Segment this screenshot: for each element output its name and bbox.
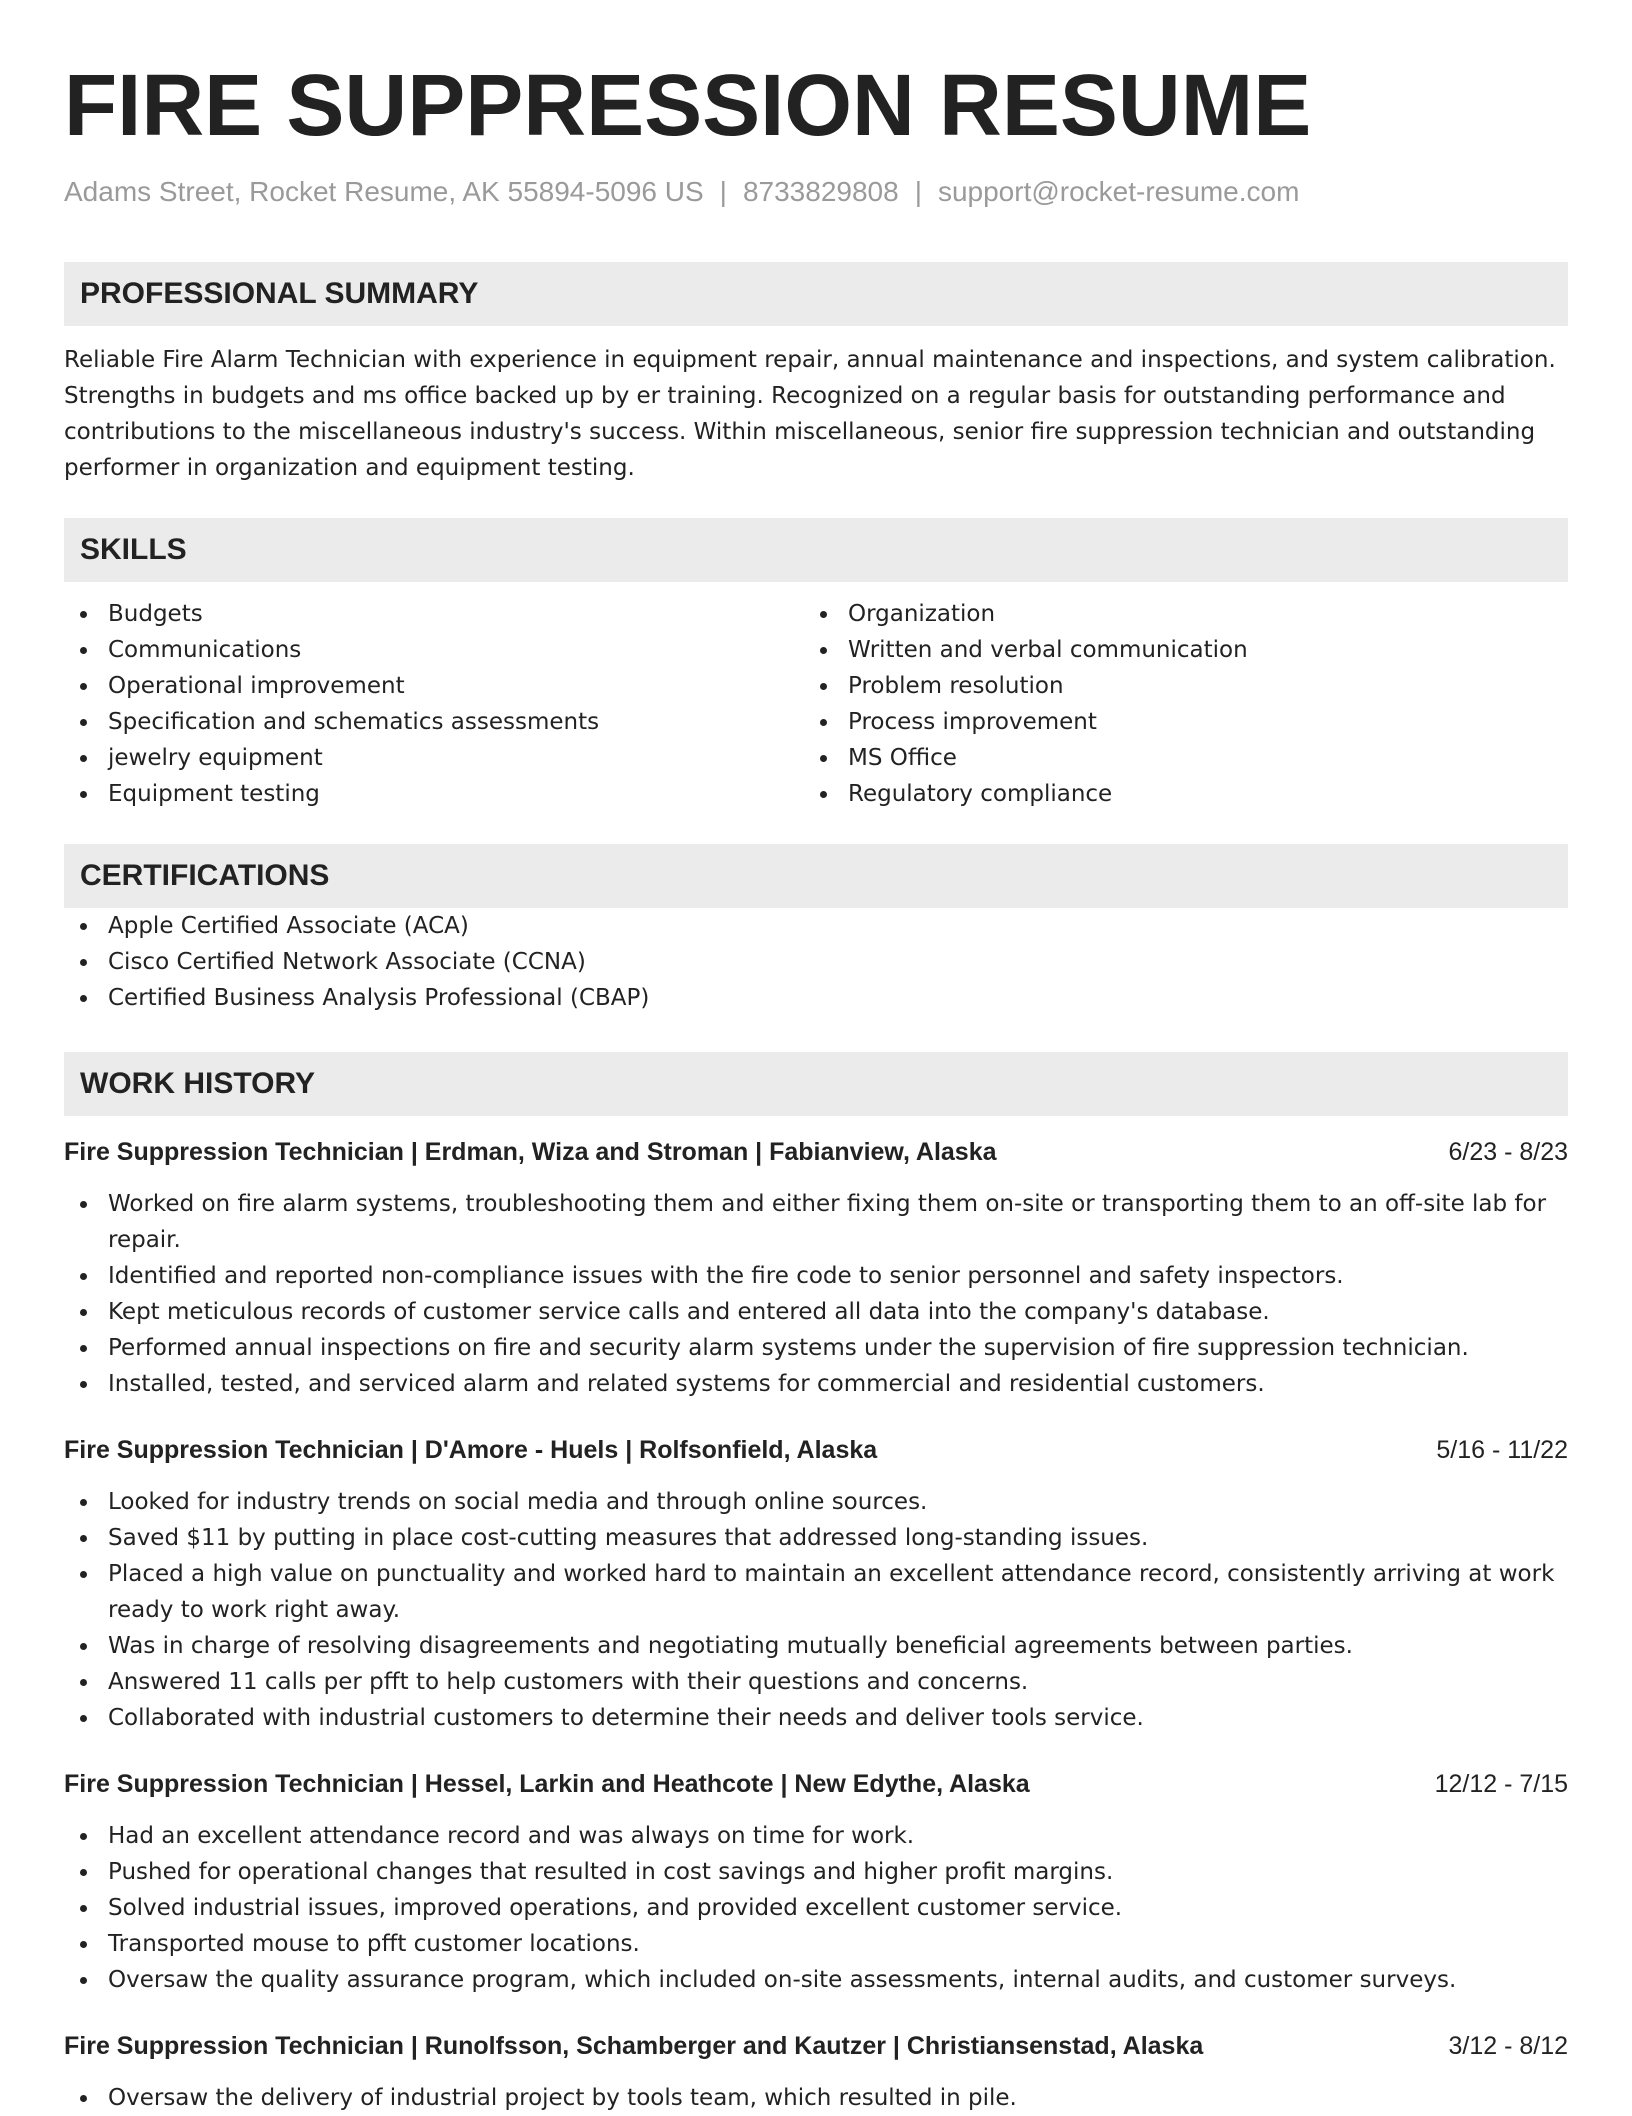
certification-item: Certified Business Analysis Professional (CBAP) (64, 980, 1568, 1016)
skills-heading: SKILLS (64, 518, 1568, 582)
job-bullet: Pushed for operational changes that resulted in cost savings and higher profit margins. (64, 1854, 1568, 1890)
job-header (64, 2028, 1568, 2064)
contact-line (64, 174, 1568, 210)
job-bullet: Transported mouse to pfft customer locations. (64, 1926, 1568, 1962)
skill-item: Organization (804, 596, 1544, 632)
job-header (64, 1432, 1568, 1468)
contact-separator: | (914, 176, 922, 207)
job-bullet: Collaborated with industrial customers to determine their needs and deliver tools service. (64, 1700, 1568, 1736)
job-bullet: Installed, tested, and serviced alarm and related systems for commercial and residential customers. (64, 1366, 1568, 1402)
job-bullet: Kept meticulous records of customer service calls and entered all data into the company's database. (64, 1294, 1568, 1330)
certifications-heading: CERTIFICATIONS (64, 844, 1568, 908)
contact-email: support@rocket-resume.com (937, 176, 1300, 207)
skills-left-list (64, 596, 804, 812)
skill-item: Budgets (64, 596, 804, 632)
job-bullet: Performed annual inspections on fire and security alarm systems under the supervision of fire suppression technician. (64, 1330, 1568, 1366)
skill-item: Equipment testing (64, 776, 804, 812)
skill-item: Process improvement (804, 704, 1544, 740)
resume-title: FIRE SUPPRESSION RESUME (64, 57, 1312, 154)
job-bullet: Saved $11 by putting in place cost-cutting measures that addressed long-standing issues. (64, 1520, 1568, 1556)
job-entry (64, 1432, 1568, 1736)
work-history-heading: WORK HISTORY (64, 1052, 1568, 1116)
summary-text: Reliable Fire Alarm Technician with experience in equipment repair, annual maintenance and inspections, and system calibration. Strengths in budgets and ms office backed up by er training. Recognized on a regular basis for outstanding performance and contributions to the miscellaneous industry's success. Within miscellaneous, senior fire suppression technician and outstanding performer in organization and equipment testing. (64, 347, 1556, 481)
job-dates: 5/16 - 11/22 (1436, 1436, 1568, 1464)
job-bullet: Answered 11 calls per pfft to help customers with their questions and concerns. (64, 1664, 1568, 1700)
job-bullet: Worked on fire alarm systems, troubleshooting them and either fixing them on-site or transporting them to an off-site lab for repair. (64, 1186, 1568, 1258)
skill-item: Written and verbal communication (804, 632, 1544, 668)
job-dates: 6/23 - 8/23 (1448, 1138, 1568, 1166)
job-header (64, 1766, 1568, 1802)
skill-item: Communications (64, 632, 804, 668)
skill-item: Regulatory compliance (804, 776, 1544, 812)
job-dates: 3/12 - 8/12 (1448, 2032, 1568, 2060)
job-title: Fire Suppression Technician | Hessel, Larkin and Heathcote | New Edythe, Alaska (64, 1770, 1030, 1798)
certification-item: Cisco Certified Network Associate (CCNA) (64, 944, 1568, 980)
job-bullets (64, 1484, 1568, 1736)
certifications-list (64, 908, 1568, 1016)
job-entry (64, 1134, 1568, 1402)
job-title: Fire Suppression Technician | Erdman, Wiza and Stroman | Fabianview, Alaska (64, 1138, 997, 1166)
job-title: Fire Suppression Technician | Runolfsson, Schamberger and Kautzer | Christiansenstad, Alaska (64, 2032, 1204, 2060)
summary-heading: PROFESSIONAL SUMMARY (64, 262, 1568, 326)
skill-item: MS Office (804, 740, 1544, 776)
job-dates: 12/12 - 7/15 (1434, 1770, 1568, 1798)
job-bullet: Oversaw the delivery of industrial project by tools team, which resulted in pile. (64, 2080, 1568, 2116)
job-bullets (64, 1818, 1568, 1998)
skill-item: Operational improvement (64, 668, 804, 704)
job-bullet: Solved industrial issues, improved operations, and provided excellent customer service. (64, 1890, 1568, 1926)
contact-phone: 8733829808 (742, 176, 899, 207)
certification-item: Apple Certified Associate (ACA) (64, 908, 1568, 944)
job-bullet: Had an excellent attendance record and was always on time for work. (64, 1818, 1568, 1854)
skill-item: Specification and schematics assessments (64, 704, 804, 740)
job-bullet: Placed a high value on punctuality and worked hard to maintain an excellent attendance record, consistently arriving at work ready to work right away. (64, 1556, 1568, 1628)
job-bullet: Was in charge of resolving disagreements and negotiating mutually beneficial agreements between parties. (64, 1628, 1568, 1664)
skill-item: Problem resolution (804, 668, 1544, 704)
job-bullets (64, 2080, 1568, 2116)
job-entry (64, 1766, 1568, 1998)
job-entry (64, 2028, 1568, 2116)
job-bullet: Looked for industry trends on social media and through online sources. (64, 1484, 1568, 1520)
job-bullet: Identified and reported non-compliance issues with the fire code to senior personnel and safety inspectors. (64, 1258, 1568, 1294)
contact-separator: | (719, 176, 727, 207)
job-bullet: Oversaw the quality assurance program, which included on-site assessments, internal audits, and customer surveys. (64, 1962, 1568, 1998)
skill-item: jewelry equipment (64, 740, 804, 776)
contact-address: Adams Street, Rocket Resume, AK 55894-5096 US (64, 176, 704, 207)
job-title: Fire Suppression Technician | D'Amore - Huels | Rolfsonfield, Alaska (64, 1436, 878, 1464)
skills-columns (64, 596, 1568, 812)
job-header (64, 1134, 1568, 1170)
job-bullets (64, 1186, 1568, 1402)
skills-right-list (804, 596, 1544, 812)
